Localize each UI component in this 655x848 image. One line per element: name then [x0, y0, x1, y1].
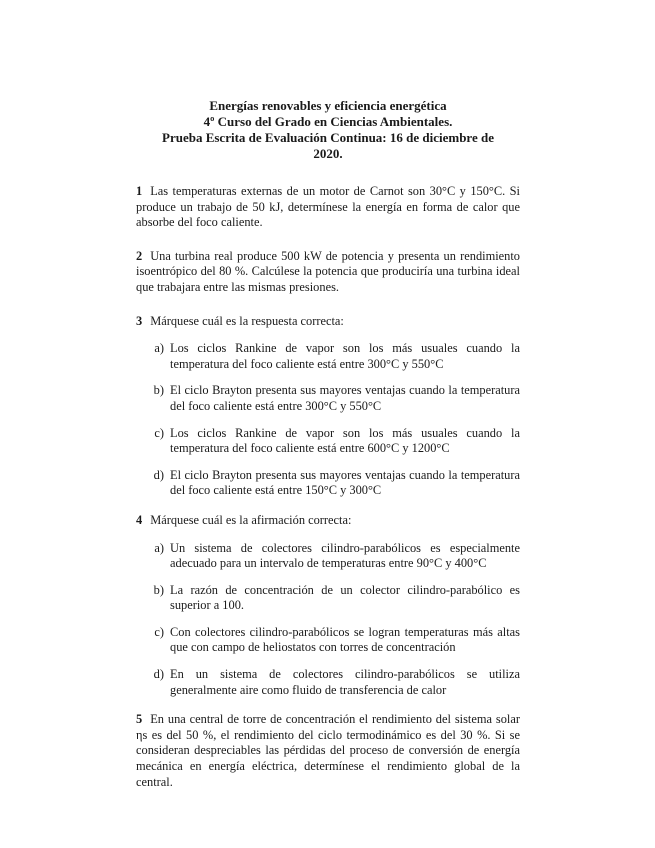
- option-c: [136, 426, 520, 457]
- option-a: [136, 341, 520, 372]
- question-text: En una central de torre de concentración el rendimiento del sistema solar ηs es del 50 %, el rendimiento del ciclo termodinámico es del 30 %. Si se consideran despreciables las pérdidas del proceso de conversión de energía mecánica en energía eléctrica, determínese el rendimiento global de la central.: [136, 712, 520, 789]
- question-number: 1: [136, 184, 143, 198]
- option-label: d): [153, 667, 164, 682]
- title-line-1: Energías renovables y eficiencia energética: [209, 98, 447, 113]
- question-number: 4: [136, 512, 143, 527]
- option-label: d): [153, 467, 164, 482]
- exam-title: [136, 98, 520, 162]
- question-1: [136, 184, 520, 231]
- title-line-3: Prueba Escrita de Evaluación Continua: 16 de diciembre de: [162, 130, 494, 145]
- title-line-4: 2020.: [313, 146, 343, 161]
- question-text: Las temperaturas externas de un motor de Carnot son 30°C y 150°C. Si produce un trabajo de 50 kJ, determínese la energía en forma de calor que absorbe del foco caliente.: [136, 184, 520, 230]
- question-text: Márquese cuál es la respuesta correcta:: [150, 313, 344, 328]
- option-b: [136, 583, 520, 614]
- question-5: [136, 712, 520, 790]
- question-2: [136, 249, 520, 296]
- option-label: c): [154, 624, 164, 639]
- title-line-2: 4º Curso del Grado en Ciencias Ambientales.: [203, 114, 453, 129]
- question-3-options: [136, 341, 520, 499]
- option-text: Un sistema de colectores cilindro-parabólicos es especialmente adecuado para un intervalo de temperaturas entre 90°C y 400°C: [170, 540, 520, 571]
- option-text: Con colectores cilindro-parabólicos se logran temperaturas más altas que con campo de heliostatos con torres de concentración: [170, 624, 520, 655]
- option-a: [136, 541, 520, 572]
- question-text: Márquese cuál es la afirmación correcta:: [150, 512, 352, 527]
- exam-page: [136, 98, 520, 808]
- option-text: La razón de concentración de un colector cilindro-parabólico es superior a 100.: [170, 582, 520, 613]
- question-3: [136, 314, 520, 330]
- option-b: [136, 383, 520, 414]
- option-text: Los ciclos Rankine de vapor son los más usuales cuando la temperatura del foco caliente está entre 300°C y 550°C: [170, 341, 520, 371]
- option-text: El ciclo Brayton presenta sus mayores ventajas cuando la temperatura del foco caliente está entre 300°C y 550°C: [170, 383, 520, 413]
- option-label: a): [154, 540, 164, 555]
- option-label: b): [153, 582, 164, 597]
- option-text: El ciclo Brayton presenta sus mayores ventajas cuando la temperatura del foco caliente está entre 150°C y 300°C: [170, 467, 520, 498]
- question-number: 3: [136, 313, 143, 328]
- option-d: [136, 667, 520, 698]
- option-label: b): [153, 383, 164, 398]
- option-label: a): [154, 341, 164, 356]
- question-4-options: [136, 541, 520, 699]
- option-label: c): [154, 425, 164, 440]
- option-c: [136, 625, 520, 656]
- question-number: 2: [136, 248, 143, 263]
- question-number: 5: [136, 712, 143, 727]
- option-text: En un sistema de colectores cilindro-parabólicos se utiliza generalmente aire como fluido de transferencia de calor: [170, 667, 520, 697]
- option-d: [136, 468, 520, 499]
- question-text: Una turbina real produce 500 kW de potencia y presenta un rendimiento isoentrópico del 80 %. Calcúlese la potencia que produciría una turbina ideal que trabajara entre las mismas presiones.: [136, 248, 520, 294]
- option-text: Los ciclos Rankine de vapor son los más usuales cuando la temperatura del foco caliente está entre 600°C y 1200°C: [170, 425, 520, 456]
- question-4: [136, 513, 520, 529]
